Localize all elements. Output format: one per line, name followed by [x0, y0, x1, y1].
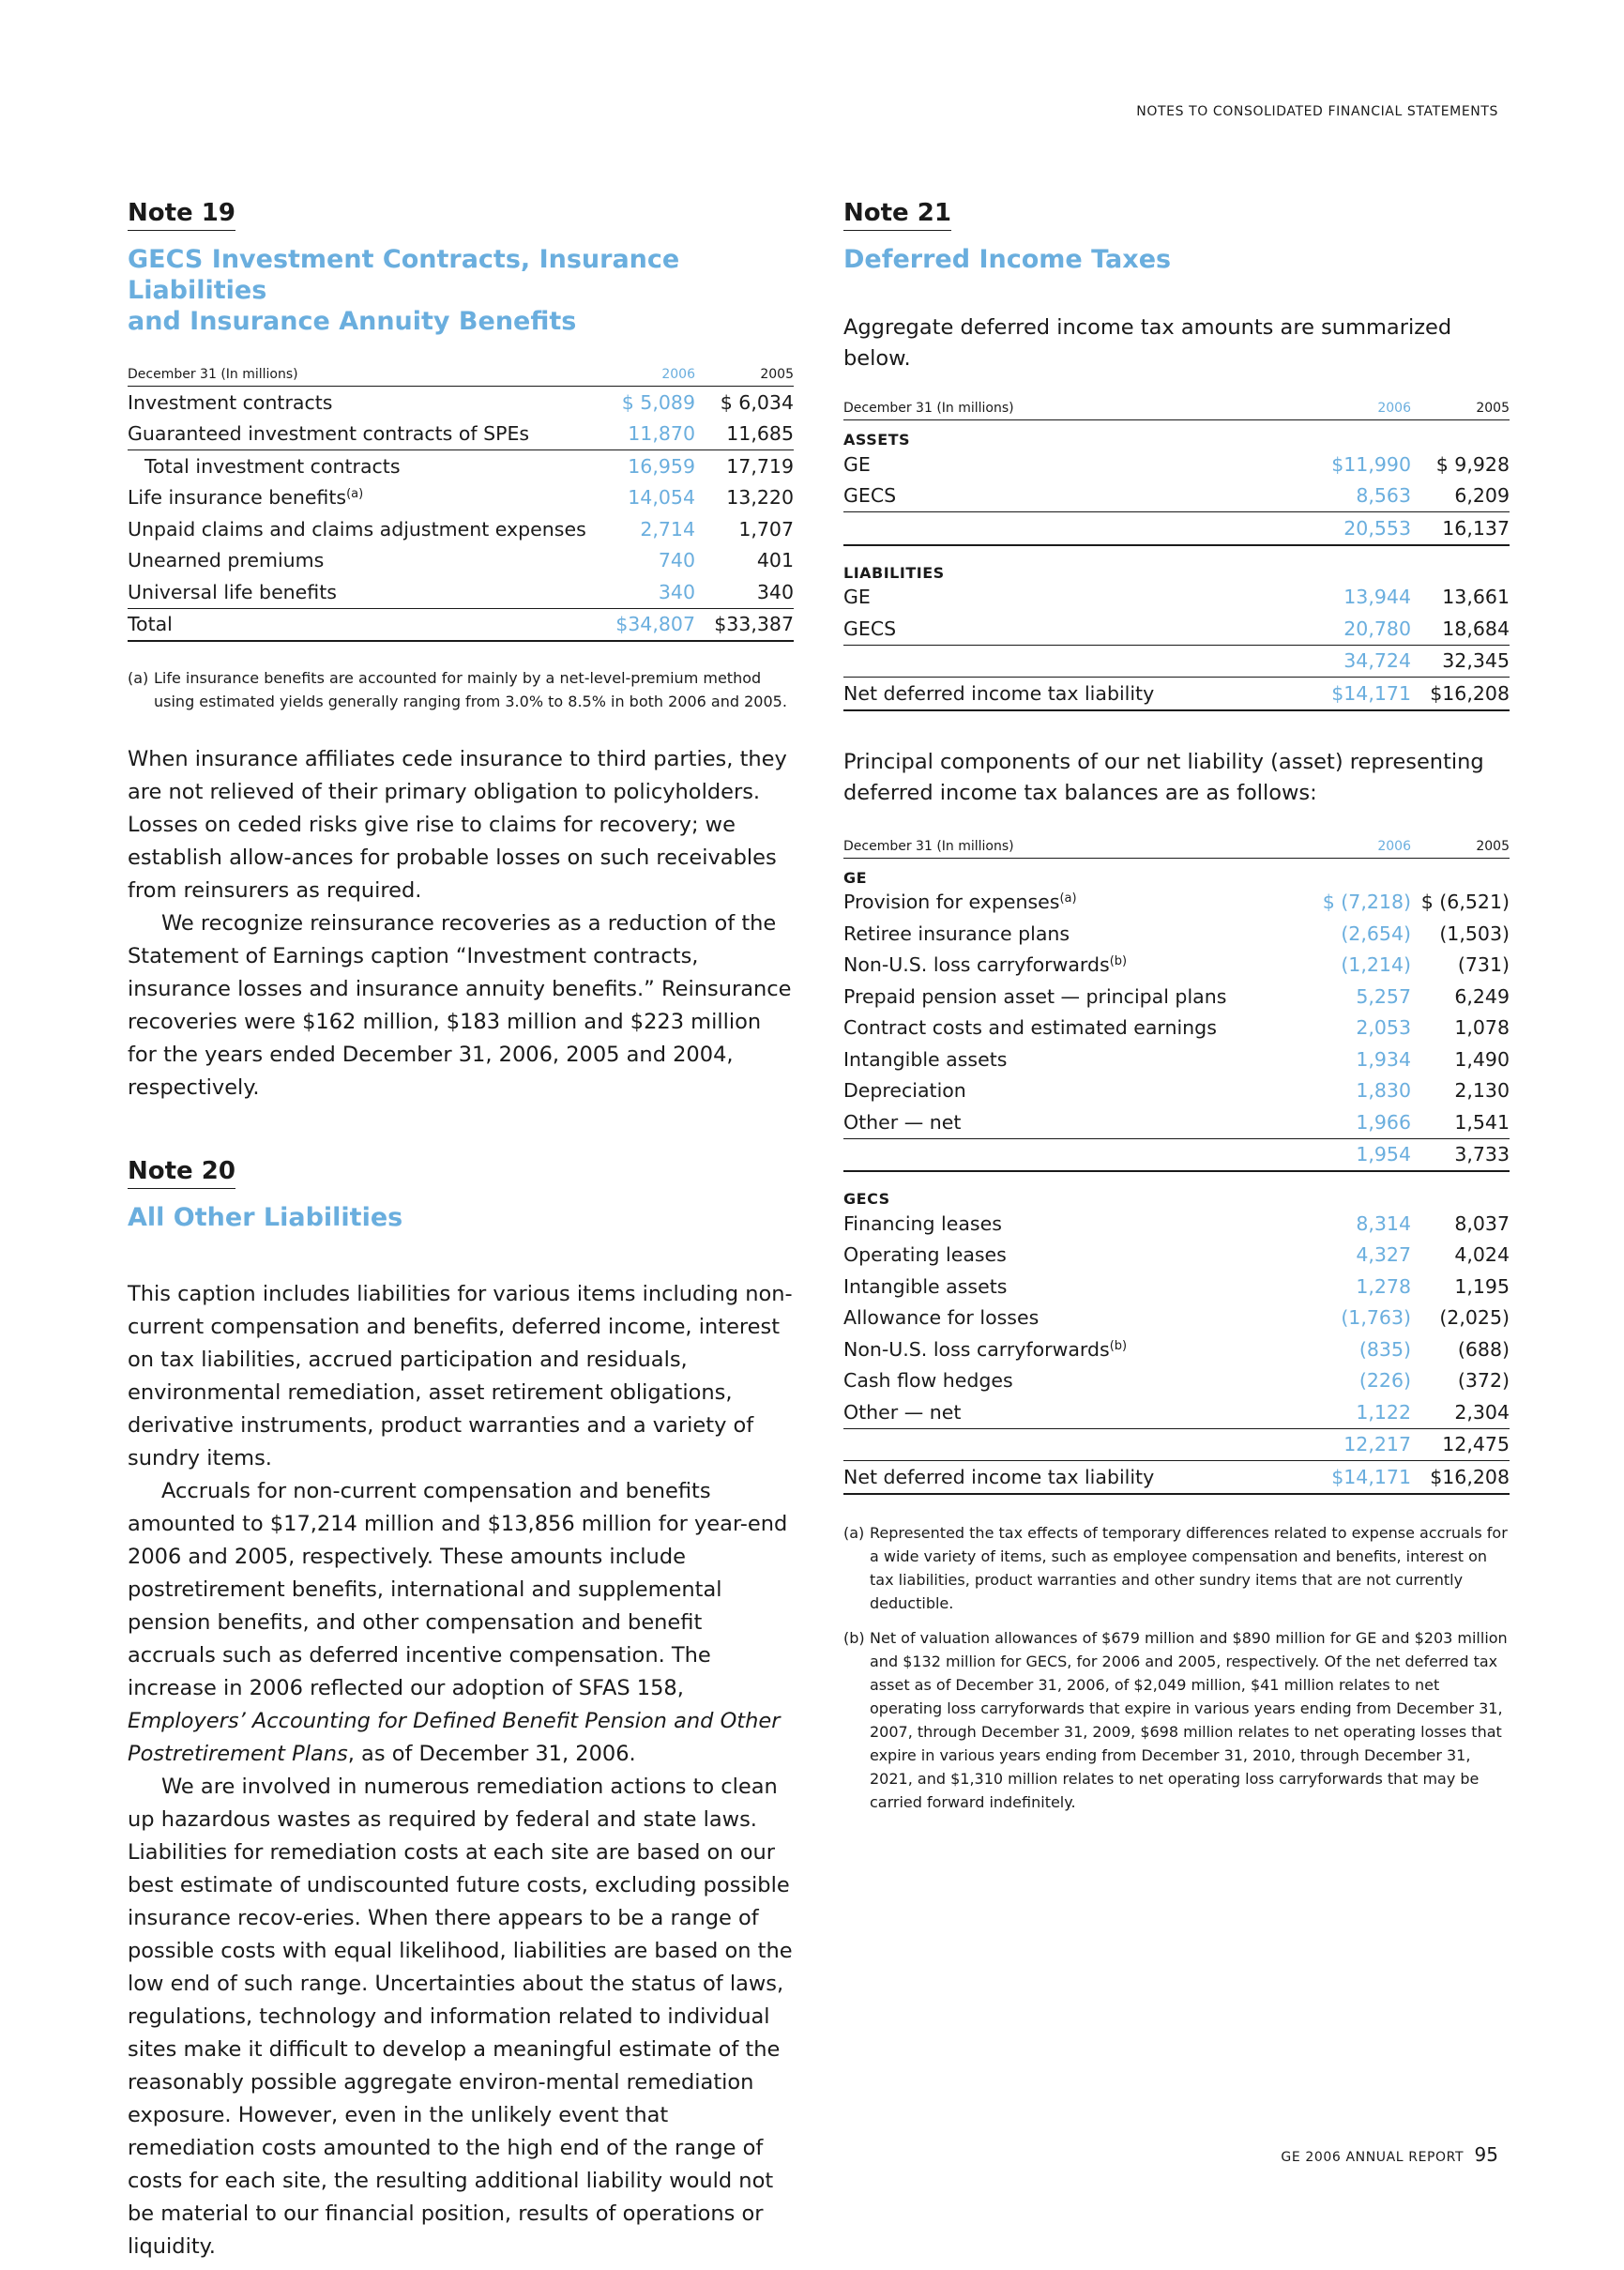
- table-subtotal-row: [843, 645, 1510, 678]
- row-label: Unearned premiums: [128, 549, 325, 572]
- value-2006: 340: [658, 580, 695, 603]
- standard-title: Employers’ Accounting for Defined Benefit Pension and Other Postretirement Plans: [128, 1709, 781, 1766]
- row-label: [843, 1333, 1313, 1365]
- section-header-assets: [843, 420, 1510, 449]
- note-19-paragraph-1: When insurance affiliates cede insurance to third parties, they are not relieved of their primary obligation to policyholders. Losses on ceded risks give rise to claims for recovery; we establish allow-ances for probable losses on such receivables from reinsurers as required.: [128, 747, 787, 903]
- note-20-paragraph-1: This caption includes liabilities for various items including non-current compensation and benefits, deferred income, interest on tax liabilities, accrued participation and residuals, environmental remediation, asset retirement obligations, derivative instruments, product warranties and a variety of sundry items.: [128, 1282, 793, 1470]
- table-row: [128, 545, 794, 577]
- row-label: [843, 512, 1313, 545]
- note-20-paragraph-2: [128, 1475, 794, 1771]
- row-label: Other — net: [843, 1400, 962, 1424]
- table-row: [843, 950, 1510, 982]
- table-subtotal-row: [843, 1428, 1510, 1461]
- row-label: Retiree insurance plans: [843, 922, 1070, 945]
- value-2006: 4,327: [1356, 1243, 1411, 1267]
- value-2005: (372): [1457, 1369, 1510, 1393]
- year-2006-header: 2006: [1313, 830, 1411, 859]
- year-2006-header: 2006: [597, 358, 695, 387]
- table-row: [843, 1333, 1510, 1365]
- value-2006: (226): [1358, 1369, 1411, 1393]
- row-label: Intangible assets: [843, 1047, 1008, 1071]
- value-2005: 32,345: [1411, 645, 1510, 678]
- note-19-title: [128, 244, 794, 337]
- table-header-row: [128, 358, 794, 387]
- footnote-mark: (a): [128, 669, 149, 687]
- table-subtotal-row: [843, 1138, 1510, 1171]
- section-header-ge: [843, 858, 1510, 887]
- value-2006: 20,553: [1313, 512, 1411, 545]
- value-2005: 18,684: [1442, 617, 1510, 640]
- note-20-label: Note 20: [128, 1157, 235, 1189]
- footnote-ref: (b): [1109, 1338, 1128, 1353]
- row-label: GE: [843, 586, 871, 609]
- left-column: [128, 199, 794, 2263]
- footnote-ref: (a): [1059, 891, 1077, 906]
- row-label: [843, 1138, 1313, 1171]
- value-2006: $11,990: [1331, 452, 1411, 476]
- right-column: [843, 199, 1510, 1814]
- value-2006: 16,959: [597, 450, 695, 482]
- footnote-text: Life insurance benefits are accounted for mainly by a net-level-premium method using estimated yields generally ranging from 3.0% to 8.5% in both 2006 and 2005.: [154, 669, 787, 710]
- value-2006: $14,171: [1313, 1461, 1411, 1494]
- value-2005: 13,220: [726, 486, 794, 510]
- row-label: Financing leases: [843, 1211, 1002, 1235]
- value-2006: $14,171: [1313, 678, 1411, 710]
- deferred-tax-components-table: [843, 830, 1510, 1495]
- deferred-tax-summary-table: [843, 391, 1510, 711]
- value-2005: $33,387: [695, 608, 794, 641]
- value-2005: 6,209: [1454, 484, 1510, 508]
- table-row: [843, 1271, 1510, 1303]
- value-2006: (2,654): [1341, 922, 1411, 945]
- running-header: NOTES TO CONSOLIDATED FINANCIAL STATEMENTS: [1136, 104, 1498, 119]
- value-2005: 3,733: [1411, 1138, 1510, 1171]
- note-21-intro: Aggregate deferred income tax amounts are summarized below.: [843, 315, 1452, 371]
- row-label: Net deferred income tax liability: [843, 678, 1313, 710]
- paragraph-text: , as of December 31, 2006.: [347, 1742, 636, 1766]
- row-label: Intangible assets: [843, 1274, 1008, 1298]
- components-intro: Principal components of our net liability (asset) representing deferred income tax balances are as follows:: [843, 749, 1484, 805]
- value-2005: 1,078: [1454, 1016, 1510, 1040]
- table-row: [128, 576, 794, 608]
- value-2006: 11,870: [628, 422, 695, 446]
- table-total-row: [843, 678, 1510, 710]
- footnote-mark: (a): [843, 1523, 865, 1542]
- value-2005: $ 6,034: [720, 390, 794, 414]
- value-2005: 340: [756, 580, 794, 603]
- paragraph-text: Accruals for non-current compensation and benefits amounted to $17,214 million and $13,856 million for year-end 2006 and 2005, respectively. These amounts include postretirement benefits, international and supplemental pension benefits, and other compensation and benefit accruals such as deferred incentive compensation. The increase in 2006 reflected our adoption of SFAS 158,: [128, 1479, 788, 1700]
- note-19-title-line-2: and Insurance Annuity Benefits: [128, 307, 577, 336]
- value-2006: 2,714: [640, 517, 695, 541]
- value-2006: 20,780: [1343, 617, 1411, 640]
- value-2006: 8,314: [1356, 1211, 1411, 1235]
- year-2005-header: 2005: [1411, 830, 1510, 859]
- value-2006: 1,122: [1356, 1400, 1411, 1424]
- value-2006: 2,053: [1356, 1016, 1411, 1040]
- table-header-row: [843, 391, 1510, 420]
- row-label: GE: [843, 452, 871, 476]
- value-2006: (1,763): [1341, 1306, 1411, 1330]
- year-2005-header: 2005: [1411, 391, 1510, 420]
- value-2005: 1,490: [1454, 1047, 1510, 1071]
- row-label: Depreciation: [843, 1079, 966, 1103]
- year-2006-header: 2006: [1313, 391, 1411, 420]
- value-2005: 401: [756, 549, 794, 572]
- row-label: Net deferred income tax liability: [843, 1461, 1313, 1494]
- table-row: [843, 1075, 1510, 1107]
- table-header-label: December 31 (In millions): [843, 830, 1313, 859]
- table-header-label: December 31 (In millions): [843, 391, 1313, 420]
- table-row: [843, 1044, 1510, 1075]
- row-label: Allowance for losses: [843, 1306, 1040, 1330]
- value-2005: 6,249: [1454, 984, 1510, 1008]
- section-label: LIABILITIES: [843, 563, 945, 582]
- table-row: [843, 613, 1510, 645]
- footnote-mark: (b): [843, 1628, 865, 1647]
- value-2006: 1,278: [1356, 1274, 1411, 1298]
- page-number: 95: [1474, 2143, 1498, 2166]
- section-label: GECS: [843, 1190, 890, 1208]
- value-2005: 2,304: [1454, 1400, 1510, 1424]
- row-label: [843, 645, 1313, 678]
- footnote-a: [128, 666, 794, 713]
- value-2005: $16,208: [1411, 1461, 1510, 1494]
- table-row: [128, 482, 794, 514]
- value-2006: $34,807: [597, 608, 695, 641]
- row-label: Unpaid claims and claims adjustment expenses: [128, 517, 586, 541]
- table-row: [128, 513, 794, 545]
- note-21-label: Note 21: [843, 199, 951, 231]
- row-label: GECS: [843, 617, 897, 640]
- table-row: [843, 1365, 1510, 1397]
- row-label: Total investment contracts: [128, 450, 597, 482]
- value-2006: 8,563: [1356, 484, 1411, 508]
- row-label: GECS: [843, 484, 897, 508]
- row-label: [843, 887, 1313, 919]
- note-19-title-line-1: GECS Investment Contracts, Insurance Liabilities: [128, 245, 680, 305]
- footnote-ref: (b): [1109, 954, 1128, 969]
- footnote-text: Net of valuation allowances of $679 million and $890 million for GE and $203 million and $132 million for GECS, for 2006 and 2005, respectively. Of the net deferred tax asset as of December 31, 2006, of $2,049 million, $41 million relates to net operating loss carryforwards that expire in various years ending from December 31, 2007, through December 31, 2009, $698 million relates to net operating losses that expire in various years ending from December 31, 2010, through December 31, 2021, and $1,310 million relates to net operating loss carryforwards that may be carried forward indefinitely.: [870, 1628, 1508, 1811]
- table-header-label: December 31 (In millions): [128, 358, 597, 387]
- value-2005: (731): [1457, 953, 1510, 977]
- note-19-label: Note 19: [128, 199, 235, 231]
- year-2005-header: 2005: [695, 358, 794, 387]
- table-header-row: [843, 830, 1510, 859]
- table-row: [843, 887, 1510, 919]
- section-label: ASSETS: [843, 431, 911, 449]
- value-2005: $ 9,928: [1435, 452, 1510, 476]
- row-label: Universal life benefits: [128, 580, 337, 603]
- row-label: Cash flow hedges: [843, 1369, 1013, 1393]
- value-2005: 11,685: [726, 422, 794, 446]
- value-2005: 1,707: [738, 517, 794, 541]
- value-2006: 14,054: [628, 486, 695, 510]
- investment-contracts-table: [128, 358, 794, 642]
- table-row: [843, 480, 1510, 512]
- row-label: Investment contracts: [128, 390, 333, 414]
- value-2005: $16,208: [1411, 678, 1510, 710]
- row-label: [128, 482, 597, 514]
- value-2006: 1,830: [1356, 1079, 1411, 1103]
- row-label-text: Provision for expenses: [843, 891, 1060, 914]
- value-2005: 1,541: [1454, 1110, 1510, 1134]
- value-2005: 4,024: [1454, 1243, 1510, 1267]
- value-2005: 17,719: [695, 450, 794, 482]
- value-2005: $ (6,521): [1420, 891, 1510, 914]
- value-2005: 13,661: [1442, 586, 1510, 609]
- value-2006: 1,954: [1313, 1138, 1411, 1171]
- row-label-text: Life insurance benefits: [128, 486, 347, 510]
- section-header-gecs: [843, 1171, 1510, 1208]
- value-2006: 5,257: [1356, 984, 1411, 1008]
- table-total-row: [843, 1461, 1510, 1494]
- row-label: Total: [128, 608, 597, 641]
- row-label: [843, 950, 1313, 982]
- section-label: GE: [843, 868, 868, 887]
- footnote-ref: (a): [346, 487, 364, 502]
- table-row: [843, 1106, 1510, 1138]
- table-row: [843, 918, 1510, 950]
- table-row: [843, 1013, 1510, 1044]
- table-row: [843, 981, 1510, 1013]
- row-label: Guaranteed investment contracts of SPEs: [128, 422, 530, 446]
- row-label-text: Non-U.S. loss carryforwards: [843, 1337, 1110, 1361]
- table-row: [843, 1208, 1510, 1240]
- value-2005: 12,475: [1411, 1428, 1510, 1461]
- note-20-title: All Other Liabilities: [128, 1203, 403, 1232]
- note-20-paragraph-3: We are involved in numerous remediation actions to clean up hazardous wastes as required by federal and state laws. Liabilities for remediation costs at each site are based on our best estimate of undiscounted future costs, excluding possible insurance recov-eries. When there appears to be a range of possible costs with equal likelihood, liabilities are based on the low end of such range. Uncertainties about the status of laws, regulations, technology and information related to individual sites make it difficult to develop a meaningful estimate of the reasonably possible aggregate environ-mental remediation exposure. However, even in the unlikely event that remediation costs amounted to the high end of the range of costs for each site, the resulting additional liability would not be material to our financial position, results of operations or liquidity.: [128, 1775, 793, 2259]
- table-row: [843, 582, 1510, 614]
- value-2005: 16,137: [1411, 512, 1510, 545]
- row-label: Operating leases: [843, 1243, 1007, 1267]
- value-2006: 13,944: [1343, 586, 1411, 609]
- footnote-b: [843, 1626, 1510, 1814]
- table-row: [843, 449, 1510, 480]
- footnote-a: [843, 1521, 1510, 1615]
- table-subtotal-row: [843, 512, 1510, 545]
- note-21-title: Deferred Income Taxes: [843, 245, 1172, 274]
- table-row: [128, 419, 794, 450]
- table-row: [128, 387, 794, 419]
- value-2006: 740: [658, 549, 695, 572]
- table-total-row: [128, 608, 794, 641]
- value-2005: 1,195: [1454, 1274, 1510, 1298]
- value-2005: (2,025): [1439, 1306, 1510, 1330]
- value-2006: $ (7,218): [1322, 891, 1411, 914]
- value-2006: 1,934: [1356, 1047, 1411, 1071]
- row-label-text: Non-U.S. loss carryforwards: [843, 953, 1110, 977]
- value-2006: (835): [1358, 1337, 1411, 1361]
- report-label: GE 2006 ANNUAL REPORT: [1281, 2150, 1465, 2165]
- value-2006: 34,724: [1313, 645, 1411, 678]
- footnote-text: Represented the tax effects of temporary differences related to expense accruals for a wide variety of items, such as employee compensation and benefits, interest on tax liabilities, product warranties and other sundry items that are not currently deductible.: [870, 1523, 1508, 1612]
- row-label: Contract costs and estimated earnings: [843, 1016, 1217, 1040]
- note-19-paragraph-2: We recognize reinsurance recoveries as a reduction of the Statement of Earnings caption “Investment contracts, insurance losses and insurance annuity benefits.” Reinsurance recoveries were $162 million, $183 million and $223 million for the years ended December 31, 2006, 2005 and 2004, respectively.: [128, 911, 792, 1100]
- value-2005: 8,037: [1454, 1211, 1510, 1235]
- value-2006: $ 5,089: [621, 390, 695, 414]
- value-2006: 12,217: [1313, 1428, 1411, 1461]
- section-header-liabilities: [843, 545, 1510, 582]
- value-2005: (1,503): [1439, 922, 1510, 945]
- row-label: [843, 1428, 1313, 1461]
- table-row: [843, 1303, 1510, 1334]
- table-subtotal-row: [128, 450, 794, 482]
- value-2006: 1,966: [1356, 1110, 1411, 1134]
- value-2005: 2,130: [1454, 1079, 1510, 1103]
- table-row: [843, 1396, 1510, 1428]
- table-row: [843, 1240, 1510, 1272]
- row-label: Prepaid pension asset — principal plans: [843, 984, 1227, 1008]
- page-footer: [1281, 2143, 1498, 2166]
- value-2005: (688): [1457, 1337, 1510, 1361]
- value-2006: (1,214): [1341, 953, 1411, 977]
- row-label: Other — net: [843, 1110, 962, 1134]
